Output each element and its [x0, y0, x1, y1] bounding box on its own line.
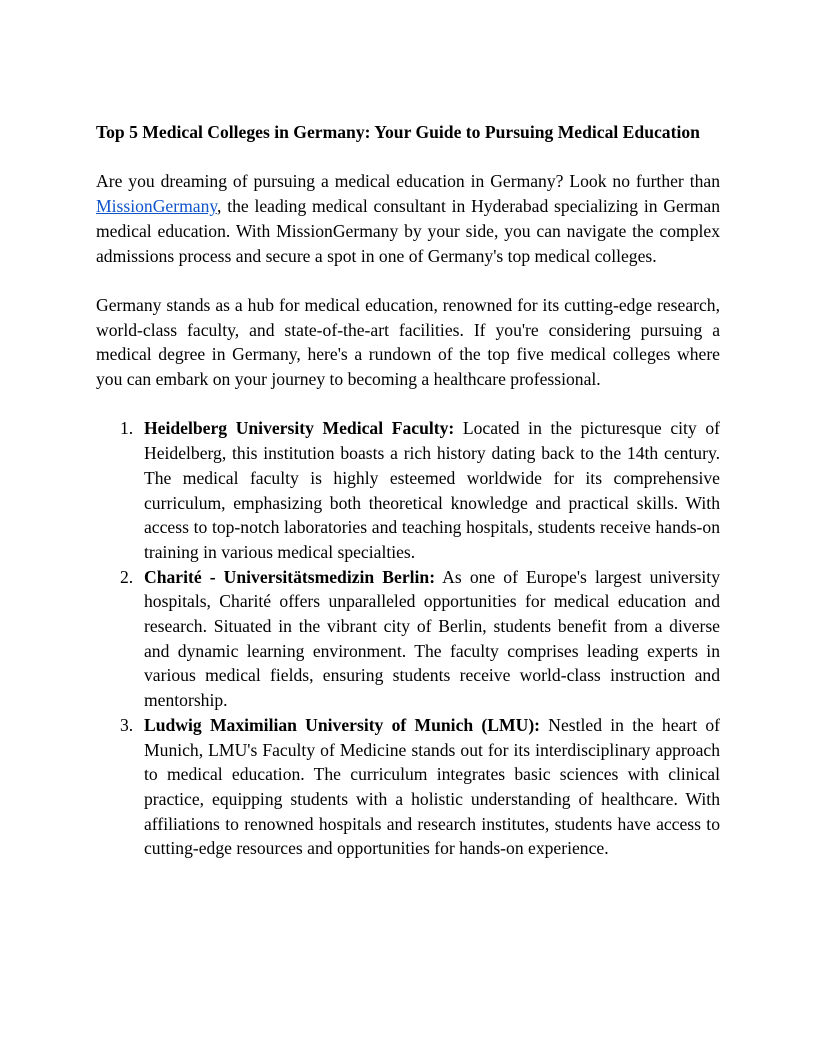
- document-title: Top 5 Medical Colleges in Germany: Your Guide to Pursuing Medical Education: [96, 122, 700, 142]
- intro-paragraph: [96, 169, 720, 268]
- college-description: Nestled in the heart of Munich, LMU's Faculty of Medicine stands out for its interdisciplinary approach to medical education. The curriculum integrates basic sciences with clinical practice, equipping students with a holistic understanding of healthcare. With affiliations to renowned hospitals and research institutes, students have access to cutting-edge resources and opportunities for hands-on experience.: [144, 714, 720, 859]
- list-item-number: 3.: [120, 714, 134, 735]
- overview-paragraph: Germany stands as a hub for medical education, renowned for its cutting-edge research, world-class faculty, and state-of-the-art facilities. If you're considering pursuing a medical degree in Germany, here's a rundown of the top five medical colleges where you can embark on your journey to becoming a healthcare professional.: [96, 294, 720, 389]
- list-item-number: 2.: [120, 566, 134, 587]
- intro-text-before-link: Are you dreaming of pursuing a medical education in Germany? Look no further than: [96, 171, 720, 192]
- intro-text-after-link: , the leading medical consultant in Hyderabad specializing in German medical education. With MissionGermany by your side, you can navigate the complex admissions process and secure a spot in one of Germany's top medical colleges.: [96, 196, 720, 266]
- list-item-charite: [120, 565, 720, 713]
- list-item-heidelberg: [120, 416, 720, 564]
- list-item-number: 1.: [120, 418, 134, 439]
- college-name: Charité - Universitätsmedizin Berlin:: [144, 566, 436, 587]
- missiongermany-link[interactable]: MissionGermany: [96, 196, 218, 217]
- college-description: As one of Europe's largest university hospitals, Charité offers unparalleled opportunities for medical education and research. Situated in the vibrant city of Berlin, students benefit from a diverse and dynamic learning environment. The faculty comprises leading experts in various medical fields, ensuring students receive world-class instruction and mentorship.: [144, 566, 720, 711]
- college-name: Ludwig Maximilian University of Munich (LMU):: [144, 714, 541, 735]
- list-item-lmu: [120, 713, 720, 861]
- college-name: Heidelberg University Medical Faculty:: [144, 418, 455, 439]
- document-page: [96, 120, 720, 861]
- college-description: Located in the picturesque city of Heidelberg, this institution boasts a rich history dating back to the 14th century. The medical faculty is highly esteemed worldwide for its comprehensive curriculum, emphasizing both theoretical knowledge and practical skills. With access to top-notch laboratories and teaching hospitals, students receive hands-on training in various medical specialties.: [144, 418, 720, 562]
- college-list: [96, 416, 720, 861]
